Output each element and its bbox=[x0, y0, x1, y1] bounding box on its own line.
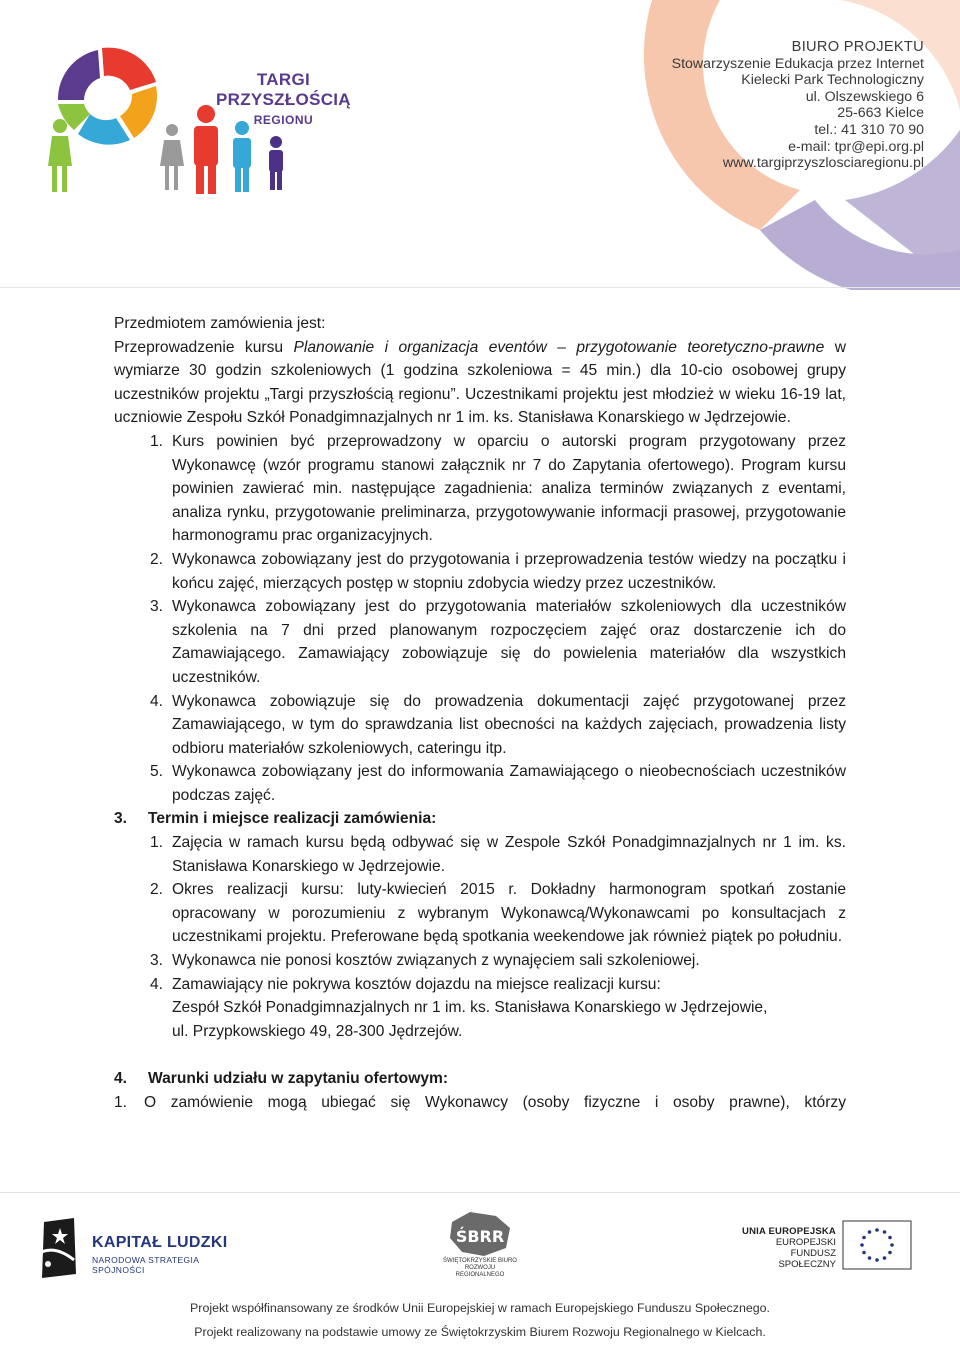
eu-star-icon bbox=[883, 1256, 887, 1260]
eu-star-icon bbox=[883, 1230, 887, 1234]
office-phone: tel.: 41 310 70 90 bbox=[814, 121, 924, 138]
item-text: Okres realizacji kursu: luty-kwiecień 2015 r. Dokładny harmonogram spotkań zostanie opracowany w porozumieniu z wybranym Wykonawcą/Wykonawcami po konsultacjach z uczestnikami projektu. Preferowane będą spotkania weekendowe jak również piątek po południu. bbox=[172, 881, 846, 946]
item-number: 4. bbox=[150, 692, 164, 710]
section-number: 3. bbox=[114, 810, 128, 828]
eu-label bbox=[736, 1226, 836, 1270]
list-item bbox=[114, 595, 846, 689]
eu-star-icon bbox=[890, 1243, 894, 1247]
list-item bbox=[114, 949, 846, 973]
course-title: Planowanie i organizacja eventów – przygotowanie teoretyczno-prawne bbox=[293, 338, 825, 356]
logo-line-2: PRZYSZŁOŚCIĄ bbox=[216, 90, 351, 109]
intro-heading: Przedmiotem zamówienia jest: bbox=[114, 315, 326, 332]
spacer bbox=[114, 1043, 846, 1067]
eu-star-icon bbox=[862, 1251, 866, 1255]
term-place-list bbox=[114, 831, 846, 1043]
office-website[interactable]: www.targiprzyszlosciaregionu.pl bbox=[722, 155, 924, 172]
logo-line-1: TARGI bbox=[256, 70, 310, 89]
item-number: 1. bbox=[150, 834, 164, 852]
eu-star-icon bbox=[868, 1230, 872, 1234]
eu-title: UNIA EUROPEJSKA bbox=[742, 1226, 836, 1237]
footer-cofinancing-note: Projekt współfinansowany ze środków Unii Europejskiej w ramach Europejskiego Funduszu Społecznego. bbox=[190, 1301, 770, 1315]
office-street: ul. Olszewskiego 6 bbox=[805, 88, 924, 105]
list-item bbox=[114, 973, 846, 1044]
list-item bbox=[114, 430, 846, 548]
eu-star-icon bbox=[875, 1228, 879, 1232]
sbrr-emblem-icon bbox=[440, 1208, 520, 1260]
eu-star-icon bbox=[862, 1236, 866, 1240]
section-title: Termin i miejsce realizacji zamówienia: bbox=[148, 810, 437, 828]
kapital-ludzki-logo bbox=[34, 1214, 254, 1284]
section-number: 4. bbox=[114, 1070, 128, 1087]
section-heading-4 bbox=[114, 1067, 846, 1091]
sbrr-mark: ŚBRR bbox=[455, 1227, 505, 1246]
item-text-block bbox=[172, 973, 846, 1044]
targi-logo bbox=[38, 30, 351, 200]
eu-star-icon bbox=[860, 1243, 864, 1247]
list-item bbox=[114, 831, 846, 878]
header-divider bbox=[0, 287, 960, 288]
venue-name: Zespół Szkół Ponadgimnazjalnych nr 1 im. ks. Stanisława Konarskiego w Jędrzejowie, bbox=[172, 999, 768, 1017]
item-text: Wykonawca zobowiązany jest do przygotowania i przeprowadzenia testów wiedzy na początku i końcu zajęć, mierzących postęp w stopniu zdobycia wiedzy przez uczestników. bbox=[172, 550, 846, 592]
office-park: Kielecki Park Technologiczny bbox=[741, 72, 924, 89]
footer-divider bbox=[0, 1192, 960, 1193]
kl-title: KAPITAŁ LUDZKI bbox=[92, 1234, 228, 1251]
eu-star-icon bbox=[888, 1236, 892, 1240]
eu-line-3: FUNDUSZ SPOŁECZNY bbox=[778, 1248, 836, 1270]
item-number: 1. bbox=[150, 432, 164, 450]
sbrr-caption-1: ŚWIĘTOKRZYSKIE BIURO bbox=[443, 1258, 517, 1264]
item-text: Zajęcia w ramach kursu będą odbywać się w Zespole Szkół Ponadgimnazjalnych nr 1 im. ks. Stanisława Konarskiego w Jędrzejowie. bbox=[172, 834, 846, 875]
list-item bbox=[114, 690, 846, 761]
list-item bbox=[114, 1091, 846, 1115]
item-number: 2. bbox=[150, 550, 164, 568]
eu-flag-icon bbox=[842, 1220, 912, 1270]
item-number: 5. bbox=[150, 763, 164, 781]
item-number: 2. bbox=[150, 881, 164, 899]
kl-subtitle: NARODOWA STRATEGIA SPÓJNOŚCI bbox=[92, 1255, 199, 1275]
office-title: BIURO PROJEKTU bbox=[791, 39, 924, 55]
item-text: Wykonawca zobowiązuje się do prowadzenia dokumentacji zajęć przygotowanej przez Zamawiającego, w tym do sprawdzania list obecności na każdych zajęciach, prowadzenia listy odbioru materiałów szkoleniowych, cateringu itp. bbox=[172, 692, 846, 757]
item-text: Kurs powinien być przeprowadzony w oparciu o autorski program przygotowany przez Wykonawcę (wzór programu stanowi załącznik nr 7 do Zapytania ofertowego). Program kursu powinien zawierać min. następujące zagadnienia: analiza terminów związanych z eventami, analiza rynku, przygotowanie preliminarza, przygotowywanie informacji prasowej, przygotowanie harmonogramu prac organizacyjnych. bbox=[172, 432, 846, 545]
eu-star-icon bbox=[875, 1258, 879, 1262]
list-item bbox=[114, 760, 846, 807]
item-number: 1. bbox=[114, 1093, 128, 1111]
office-email[interactable]: e-mail: tpr@epi.org.pl bbox=[788, 138, 924, 155]
logo-line-3: REGIONU bbox=[253, 113, 314, 127]
item-text: Zamawiający nie pokrywa kosztów dojazdu na miejsce realizacji kursu: bbox=[172, 975, 661, 993]
item-text: O zamówienie mogą ubiegać się Wykonawcy (osoby fizyczne i osoby prawne), którzy bbox=[144, 1093, 846, 1111]
logo-text bbox=[216, 70, 351, 130]
item-text: Wykonawca nie ponosi kosztów związanych z wynajęciem sali szkoleniowej. bbox=[172, 952, 700, 970]
intro-paragraph bbox=[114, 336, 846, 430]
item-text: Wykonawca zobowiązany jest do przygotowania materiałów szkoleniowych dla uczestników szkolenia na 7 dni przed planowanym rozpoczęciem zajęć oraz dostarczenie ich do Zamawiającego. Zamawiający zobowiązuje się do powielenia materiałów dla wszystkich uczestników. bbox=[172, 598, 846, 686]
kapital-ludzki-emblem-icon bbox=[34, 1214, 84, 1284]
item-number: 3. bbox=[150, 952, 164, 970]
document-body bbox=[114, 312, 846, 1114]
footer-contract-note: Projekt realizowany na podstawie umowy ze Świętokrzyskim Biurem Rozwoju Regionalnego w Kielcach. bbox=[194, 1325, 766, 1339]
sbrr-caption bbox=[440, 1258, 520, 1279]
eu-star-icon bbox=[888, 1251, 892, 1255]
list-item bbox=[114, 548, 846, 595]
list-item bbox=[114, 878, 846, 949]
page-header bbox=[0, 0, 960, 290]
item-number: 4. bbox=[150, 975, 164, 993]
sbrr-logo bbox=[440, 1208, 520, 1278]
venue-address: ul. Przypkowskiego 49, 28-300 Jędrzejów. bbox=[172, 1022, 463, 1040]
office-postcode: 25-663 Kielce bbox=[837, 105, 924, 122]
eu-line-2: EUROPEJSKI bbox=[775, 1237, 836, 1248]
item-text: Wykonawca zobowiązany jest do informowania Zamawiającego o nieobecnościach uczestników podczas zajęć. bbox=[172, 763, 846, 804]
requirements-list bbox=[114, 430, 846, 808]
eu-star-icon bbox=[868, 1256, 872, 1260]
section-heading-3 bbox=[114, 807, 846, 831]
project-office-address bbox=[672, 39, 924, 172]
sbrr-caption-2: ROZWOJU REGIONALNEGO bbox=[455, 1265, 505, 1278]
intro-pre: Przeprowadzenie kursu bbox=[114, 338, 294, 356]
office-org: Stowarzyszenie Edukacja przez Internet bbox=[671, 55, 924, 72]
section-title: Warunki udziału w zapytaniu ofertowym: bbox=[148, 1070, 449, 1087]
item-number: 3. bbox=[150, 598, 164, 616]
intro-post: w wymiarze 30 godzin szkoleniowych (1 godzina szkoleniowa = 45 min.) dla 10-cio osobowej grupy uczestników projektu „Targi przyszłością regionu”. Uczestnikami projektu jest młodzież w wieku 16-19 lat, uczniowie Zespołu Szkół Ponadgimnazjalnych nr 1 im. ks. Stanisława Konarskiego w Jędrzejowie. bbox=[114, 338, 847, 427]
